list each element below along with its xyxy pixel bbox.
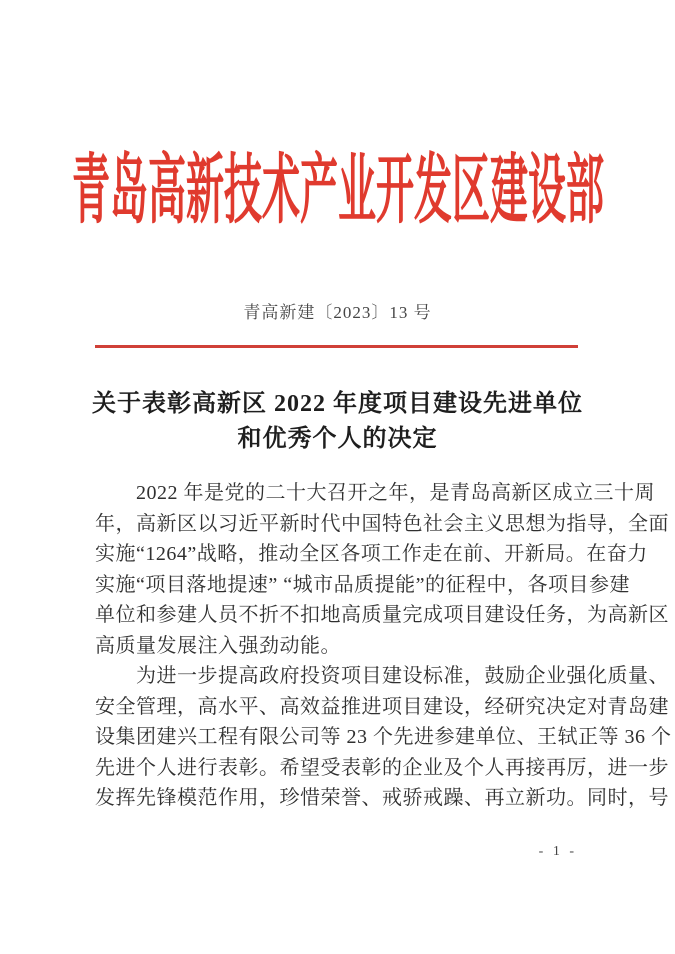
body-line: 实施“1264”战略，推动全区各项工作走在前、开新局。在奋力 (95, 543, 648, 565)
body-line: 为进一步提高政府投资项目建设标准，鼓励企业强化质量、 (95, 665, 669, 687)
body-line: 年，高新区以习近平新时代中国特色社会主义思想为指导，全面 (95, 512, 669, 535)
title-line-1: 关于表彰高新区 2022 年度项目建设先进单位 (92, 391, 583, 417)
red-separator-rule (95, 345, 578, 348)
body-line: 高质量发展注入强劲动能。 (95, 634, 341, 657)
title-line-2: 和优秀个人的决定 (237, 426, 438, 452)
body-line: 安全管理，高水平、高效益推进项目建设，经研究决定对青岛建 (95, 695, 669, 718)
body-line: 实施“项目落地提速” “城市品质提能”的征程中，各项目参建 (95, 573, 631, 596)
issuer-title: 青岛高新技术产业开发区建设部 (71, 149, 604, 233)
paragraph (95, 661, 672, 814)
body-line: 2022 年是党的二十大召开之年，是青岛高新区成立三十周 (95, 482, 655, 504)
body-line: 设集团建兴工程有限公司等 23 个先进参建单位、王轼正等 36 个 (95, 726, 672, 748)
document-title (0, 387, 675, 457)
doc-number: 青高新建〔2023〕13 号 (243, 303, 432, 322)
paragraph (95, 478, 669, 661)
body-line: 先进个人进行表彰。希望受表彰的企业及个人再接再厉，进一步 (95, 756, 669, 779)
document-body (95, 478, 672, 814)
page-number: - 1 - (538, 844, 577, 859)
body-line: 单位和参建人员不折不扣地高质量完成项目建设任务，为高新区 (95, 604, 669, 626)
body-line: 发挥先锋模范作用，珍惜荣誉、戒骄戒躁、再立新功。同时，号 (95, 787, 669, 809)
letterhead (0, 150, 675, 232)
